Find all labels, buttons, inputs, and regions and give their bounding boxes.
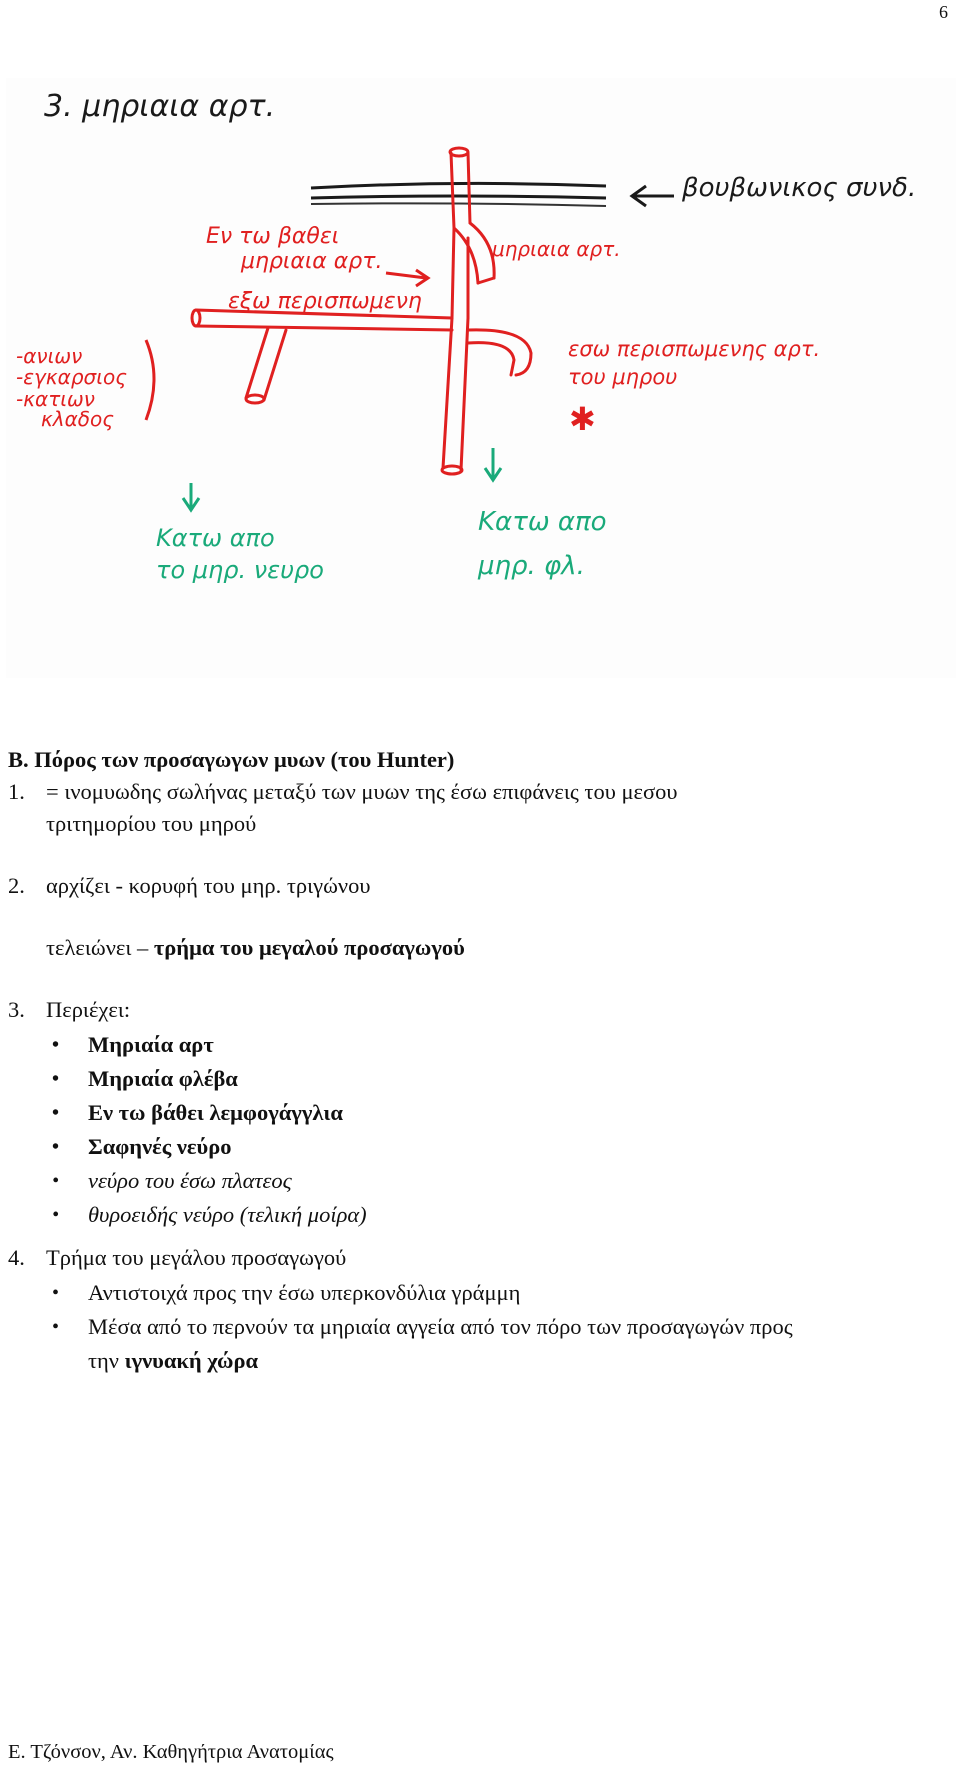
item-2-text: αρχίζει - κορυφή του μηρ. τριγώνου	[46, 873, 371, 898]
item-number: 2.	[8, 873, 25, 898]
list-item: • νεύρο του έσω πλατεος	[52, 1168, 292, 1193]
svg-text:εσω περισπωμενης αρτ.: εσω περισπωμενης αρτ.	[568, 337, 821, 361]
list-item: • Μέσα από το περνούν τα μηριαία αγγεία από τον πόρο των προσαγωγών προς την ιγνυακή χώρα	[52, 1314, 793, 1373]
svg-text:μηριαια αρτ.: μηριαια αρτ.	[241, 249, 383, 274]
contents-list	[8, 1028, 953, 1232]
hiatus-list	[8, 1276, 953, 1378]
list-item: • Αντιστοιχά προς την έσω υπερκονδύλια γράμμη	[52, 1280, 521, 1305]
svg-text:το μηρ. νευρο: το μηρ. νευρο	[156, 556, 324, 584]
svg-text:-εγκαρσιος: -εγκαρσιος	[16, 365, 127, 389]
list-item: • θυροειδής νεύρο (τελική μοίρα)	[52, 1202, 367, 1227]
item-number: 4.	[8, 1245, 25, 1270]
drawing-title: 3. μηριαια αρτ.	[44, 89, 276, 124]
svg-text:Εν τω βαθει: Εν τω βαθει	[206, 224, 340, 249]
item-2	[8, 870, 953, 902]
list-item: • Σαφηνές νεύρο	[52, 1134, 232, 1159]
svg-text:-ανιων: -ανιων	[16, 344, 83, 368]
item-4-text: Τρήμα του μεγάλου προσαγωγού	[46, 1245, 347, 1270]
section-text	[8, 744, 953, 1378]
item-number: 3.	[8, 997, 25, 1022]
label-lateral-circumflex: εξω περισπωμενη	[228, 289, 422, 314]
item-number: 1.	[8, 779, 25, 804]
section-heading: B. Πόρος των προσαγωγων μυων (του Hunter)	[8, 747, 455, 772]
item-3-text: Περιέχει:	[46, 997, 131, 1022]
list-item: • Μηριαία αρτ	[52, 1032, 214, 1057]
item-4	[8, 1242, 953, 1274]
label-femoral-artery: μηριαια αρτ.	[492, 237, 621, 261]
list-item: • Μηριαία φλέβα	[52, 1066, 238, 1091]
list-item: • Εν τω βάθει λεμφογάγγλια	[52, 1100, 343, 1125]
item-2-ends	[8, 932, 953, 964]
svg-text:μηρ. φλ.: μηρ. φλ.	[478, 551, 585, 581]
ends-bold: τρήμα του μεγαλού προσαγωγού	[153, 935, 465, 960]
svg-text:-κατιων: -κατιων	[16, 387, 95, 411]
femoral-artery-drawing	[6, 78, 956, 678]
item-3	[8, 994, 953, 1026]
label-inguinal-ligament: βουβωνικος συνδ.	[682, 173, 917, 203]
svg-text:Κατω απο: Κατω απο	[156, 524, 275, 552]
asterisk-icon: ✱	[569, 401, 596, 437]
svg-text:του μηρου: του μηρου	[568, 365, 678, 389]
ends-prefix: τελειώνει –	[46, 935, 154, 960]
item-1-line-2: τριτημορίου του μηρού	[46, 811, 257, 836]
svg-text:κλαδος: κλαδος	[41, 407, 115, 431]
item-1-line-1: = ινομυωδης σωλήνας μεταξύ των μυων της έσω επιφάνεις του μεσου	[46, 779, 678, 804]
item-1	[8, 776, 953, 840]
page-number: 6	[939, 2, 948, 22]
svg-text:Κατω απο: Κατω απο	[478, 507, 607, 537]
footer: Ε. Τζόνσον, Αν. Καθηγήτρια Ανατομίας	[8, 1741, 334, 1763]
